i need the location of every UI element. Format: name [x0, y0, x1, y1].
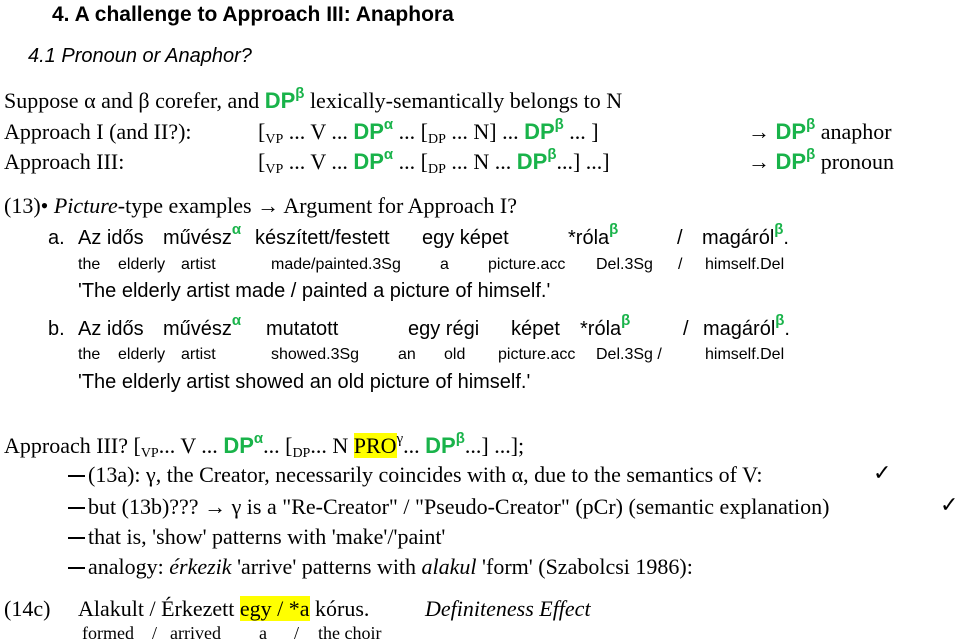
gloss-14c-2: / — [152, 623, 158, 643]
checkmark-icon: ✓ — [873, 461, 892, 486]
dash-icon — [68, 475, 85, 477]
section-subheading: 4.1 Pronoun or Anaphor? — [28, 45, 252, 67]
gloss-b-7: Del.3Sg / — [596, 346, 662, 363]
example-a-word-5: *róla$^\beta$ — [568, 221, 619, 249]
example-a-word-1: Az idős — [78, 227, 144, 249]
gloss-a-3: artist — [181, 256, 216, 273]
gloss-b-4: showed.3Sg — [271, 346, 360, 363]
example-b-word-4: egy régi — [408, 318, 480, 340]
bullet-line-3: that is, 'show' patterns with 'make'/'paint' — [88, 524, 446, 549]
example-b-word-1: Az idős — [78, 318, 144, 340]
right-arrow-icon: → — [257, 193, 280, 218]
approach-3-result: → $DP^\beta$ pronoun — [748, 146, 895, 174]
example-13-header: (13)• Picture-type examples → Argument for Approach I? — [4, 193, 517, 218]
gloss-a-6: picture.acc — [488, 256, 566, 273]
translation-b: 'The elderly artist showed an old picture of himself.' — [78, 371, 531, 393]
pro-highlight: PRO — [353, 433, 397, 458]
gloss-b-9: himself.Del — [705, 346, 785, 363]
example-b-slash: / — [683, 318, 689, 340]
example-a-line: a. — [48, 227, 65, 249]
translation-a: 'The elderly artist made / painted a picture of himself.' — [78, 280, 551, 302]
approach-1-label: Approach I (and II?): — [4, 119, 192, 144]
example-b-word-3: mutatott — [266, 318, 339, 340]
bullet-line-1: (13a): γ, the Creator, necessarily coincides with α, due to the semantics of V: — [88, 462, 763, 487]
dash-icon — [68, 567, 85, 569]
gloss-14c-3: arrived — [170, 623, 221, 643]
bullet-line-2: but (13b)??? → γ is a "Re-Creator" / "Pseudo-Creator" (pCr) (semantic explanation) — [88, 494, 830, 519]
gloss-a-5: a — [440, 256, 449, 273]
gloss-b-1: the — [78, 346, 101, 363]
bullet-line-4: analogy: érkezik 'arrive' patterns with alakul 'form' (Szabolcsi 1986): — [88, 554, 693, 579]
bullet-icon: • — [40, 193, 49, 218]
gloss-a-2: elderly — [118, 256, 166, 273]
example-b-word-2: művész$^\alpha$ — [163, 312, 242, 340]
approach-1-result: → $DP^\beta$ anaphor — [748, 116, 892, 144]
page-heading: 4. A challenge to Approach III: Anaphora — [52, 3, 454, 26]
dp-beta-term: DP — [264, 88, 296, 113]
gloss-b-5: an — [398, 346, 416, 363]
checkmark-icon: ✓ — [940, 493, 959, 518]
right-arrow-icon: → — [748, 119, 770, 144]
example-14c-sentence: Alakult / Érkezett egy / *a kórus. — [78, 596, 370, 621]
right-arrow-icon: → — [748, 149, 770, 174]
gloss-14c-5: / — [294, 623, 300, 643]
definiteness-effect-label: Definiteness Effect — [425, 596, 591, 621]
example-a-word-7: magáról$^\beta$. — [702, 221, 789, 249]
approach-3-label: Approach III: — [4, 149, 125, 174]
gloss-14c-1: formed — [82, 623, 134, 643]
right-arrow-icon: → — [204, 494, 227, 519]
example-b-word-5: *róla$^\beta$ — [580, 312, 631, 340]
example-a-word-2: művész$^\alpha$ — [163, 221, 242, 249]
gloss-b-2: elderly — [118, 346, 166, 363]
approach-3-question: Approach III? [VP... V ... $DP^\alpha$... [DP... N $PRO^\gamma$... $DP^\beta$...] ...]; — [4, 430, 525, 461]
suppose-line: Suppose α and β corefer, and $DP^\beta$ lexically-semantically belongs to N — [4, 85, 623, 113]
example-b-word-4b: képet — [511, 318, 560, 340]
gloss-b-5b: old — [444, 346, 466, 363]
gloss-a-4: made/painted.3Sg — [271, 256, 401, 273]
dash-icon — [68, 507, 85, 509]
gloss-14c-4: a — [259, 623, 267, 643]
approach-1-structure: [VP ... V ... $DP^\alpha$ ... [DP ... N] ... $DP^\beta$ ... ] — [258, 116, 599, 147]
approach-3-structure: [VP ... V ... $DP^\alpha$ ... [DP ... N ... $DP^\beta$...] ...] — [258, 146, 610, 177]
gloss-a-9: himself.Del — [705, 256, 785, 273]
gloss-14c-6: the choir — [318, 623, 382, 643]
example-a-word-3: készített/festett — [255, 227, 390, 249]
gloss-b-6: picture.acc — [498, 346, 576, 363]
example-14c-num: (14c) — [4, 596, 51, 621]
example-b-word-7: magáról$^\beta$. — [703, 312, 790, 340]
determiner-highlight: egy / *a — [239, 596, 310, 621]
dash-icon — [68, 537, 85, 539]
gloss-a-7: Del.3Sg — [596, 256, 653, 273]
gloss-a-8: / — [678, 256, 683, 273]
example-a-slash: / — [677, 227, 683, 249]
gloss-b-3: artist — [181, 346, 216, 363]
example-b-label: b. — [48, 318, 65, 340]
example-a-word-4: egy képet — [422, 227, 509, 249]
gloss-a-1: the — [78, 256, 101, 273]
